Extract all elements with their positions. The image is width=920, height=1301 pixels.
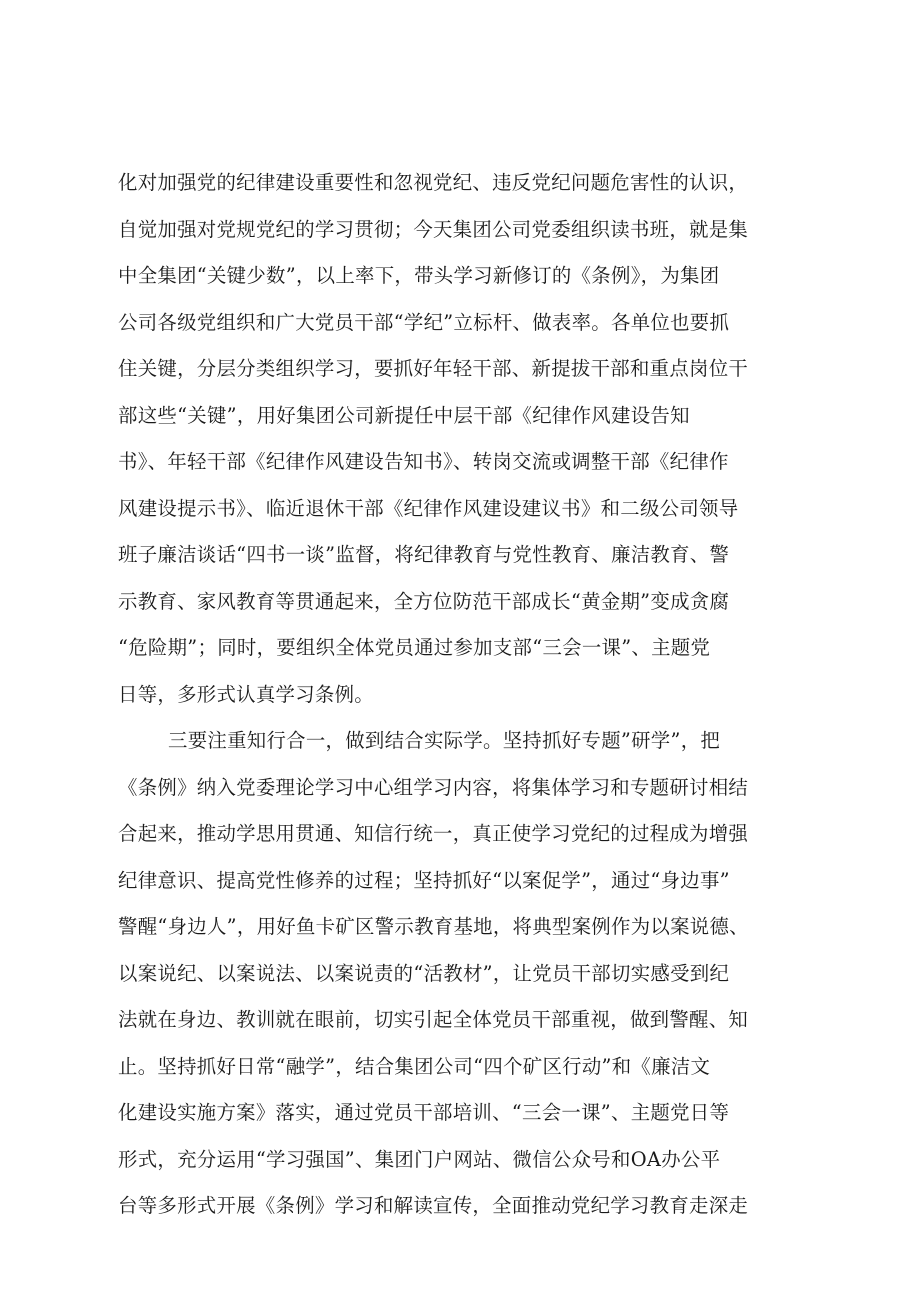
paragraph-line: 法就在身边、教训就在眼前，切实引起全体党员干部重视，做到警醒、知 (118, 1008, 749, 1031)
paragraph-line: 示教育、家风教育等贯通起来，全方位防范干部成长“黄金期”变成贪腐 (118, 589, 730, 613)
paragraph-1 (118, 160, 818, 718)
paragraph-line: “危险期”；同时，要组织全体党员通过参加支部“三会一课”、主题党 (118, 636, 711, 659)
paragraph-line: 止。坚持抓好日常“融学”，结合集团公司“四个矿区行动”和《廉洁文 (118, 1054, 711, 1078)
paragraph-2 (118, 718, 818, 1230)
paragraph-line: 纪律意识、提高党性修养的过程；坚持抓好“以案促学”，通过“身边事” (118, 868, 730, 892)
paragraph-line: 住关键，分层分类组织学习，要抓好年轻干部、新提拔干部和重点岗位干 (118, 357, 749, 380)
paragraph-line: 中全集团“关键少数”，以上率下，带头学习新修订的《条例》，为集团 (118, 264, 720, 287)
paragraph-line: 台等多形式开展《条例》学习和解读宣传，全面推动党纪学习教育走深走 (118, 1194, 749, 1217)
paragraph-line: 化对加强党的纪律建设重要性和忽视党纪、违反党纪问题危害性的认识， (118, 171, 749, 194)
paragraph-line: 化建设实施方案》落实，通过党员干部培训、“三会一课”、主题党日等 (118, 1101, 730, 1124)
document-body (118, 160, 818, 1230)
paragraph-line: 形式，充分运用“学习强国”、集团门户网站、微信公众号和OA办公平 (118, 1147, 721, 1171)
paragraph-line: 公司各级党组织和广大党员干部“学纪”立标杆、做表率。各单位也要抓 (118, 310, 730, 334)
paragraph-line: 三要注重知行合一，做到结合实际学。坚持抓好专题”研学”，把 (168, 729, 721, 752)
paragraph-line: 合起来，推动学思用贯通、知信行统一，真正使学习党纪的过程成为增强 (118, 822, 749, 845)
paragraph-line: 警醒“身边人”，用好鱼卡矿区警示教育基地，将典型案例作为以案说德、 (118, 915, 749, 938)
paragraph-line: 部这些“关键”，用好集团公司新提任中层干部《纪律作风建设告知 (118, 403, 690, 427)
paragraph-line: 班子廉洁谈话“四书一谈”监督，将纪律教育与党性教育、廉洁教育、警 (118, 543, 730, 566)
paragraph-line: 书》、年轻干部《纪律作风建设告知书》、转岗交流或调整干部《纪律作 (118, 450, 729, 473)
paragraph-line: 日等，多形式认真学习条例。 (118, 682, 374, 706)
paragraph-line: 风建设提示书》、临近退休干部《纪律作风建设建议书》和二级公司领导 (118, 496, 739, 520)
paragraph-line: 《条例》纳入党委理论学习中心组学习内容，将集体学习和专题研讨相结 (118, 775, 749, 799)
paragraph-line: 以案说纪、以案说法、以案说责的“活教材”，让党员干部切实感受到纪 (118, 961, 730, 985)
paragraph-line: 自觉加强对党规党纪的学习贯彻；今天集团公司党委组织读书班，就是集 (118, 217, 749, 241)
